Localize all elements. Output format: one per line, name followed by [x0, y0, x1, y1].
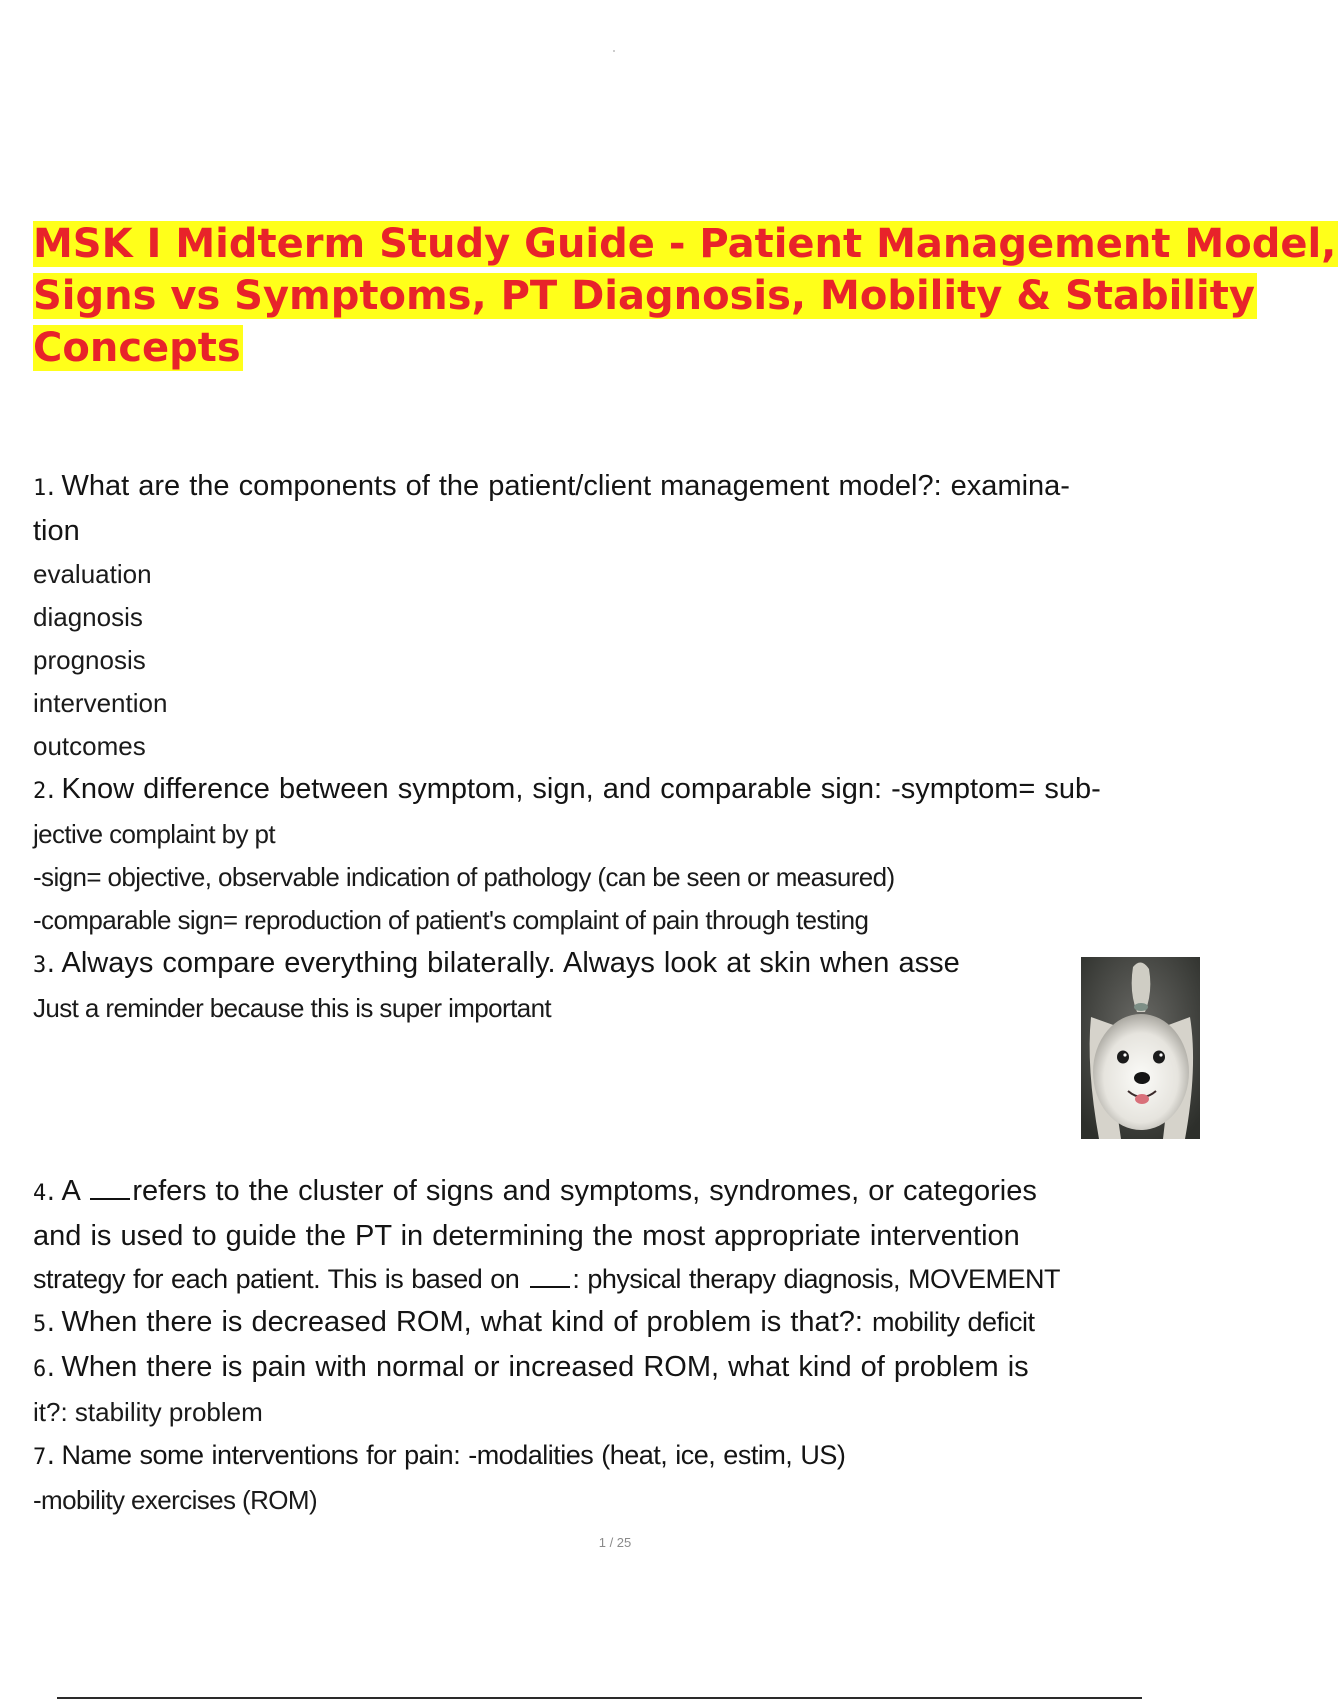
- page-mark: [613, 50, 615, 52]
- question-number: 7.: [33, 1445, 56, 1470]
- answer-line: outcomes: [33, 731, 146, 761]
- question-5: [33, 1301, 1195, 1346]
- question-text: When there is decreased ROM, what kind of problem is that?:: [61, 1306, 863, 1338]
- answer-line: prognosis: [33, 645, 146, 675]
- question-2: [33, 768, 1195, 813]
- question-4-line-3: [33, 1258, 1195, 1301]
- document-title: [33, 218, 1337, 374]
- dog-photo-icon: [1081, 957, 1200, 1139]
- title-line-2: Signs vs Symptoms, PT Diagnosis, Mobility & Stability: [33, 273, 1255, 319]
- question-number: 3.: [33, 953, 56, 978]
- answer-line: -sign= objective, observable indication of pathology (can be seen or measured): [33, 862, 895, 892]
- question-1-continued: tion: [33, 515, 80, 547]
- question-4: [33, 1170, 1195, 1215]
- spacer: [33, 1030, 1195, 1170]
- fill-in-blank: [530, 1286, 570, 1288]
- question-text-a: A: [61, 1175, 80, 1207]
- answer-line: evaluation: [33, 559, 152, 589]
- answer-line: it?: stability problem: [33, 1397, 263, 1427]
- question-number: 5.: [33, 1312, 56, 1337]
- answer-line: jective complaint by pt: [33, 819, 275, 849]
- title-line-3: Concepts: [33, 325, 241, 371]
- question-number: 4.: [33, 1181, 56, 1206]
- question-text: What are the components of the patient/client management model?: examina-: [61, 470, 1070, 502]
- answer-line: -comparable sign= reproduction of patient's complaint of pain through testing: [33, 905, 869, 935]
- answer-line: intervention: [33, 688, 168, 718]
- question-3: [33, 942, 1195, 987]
- question-1: [33, 465, 1195, 510]
- answer-text: mobility deficit: [872, 1307, 1035, 1337]
- question-text: When there is pain with normal or increased ROM, what kind of problem is: [61, 1351, 1029, 1383]
- question-text-b: refers to the cluster of signs and symptoms, syndromes, or categories: [132, 1175, 1037, 1207]
- question-text: Name some interventions for pain: -modalities (heat, ice, estim, US): [61, 1440, 846, 1470]
- question-text-c: strategy for each patient. This is based on: [33, 1264, 520, 1294]
- question-7: [33, 1434, 1195, 1479]
- bottom-divider: [57, 1697, 1142, 1699]
- question-6: [33, 1346, 1195, 1391]
- fill-in-blank: [90, 1198, 130, 1200]
- question-4-line-2: and is used to guide the PT in determining the most appropriate intervention: [33, 1220, 1020, 1252]
- answer-line: Just a reminder because this is super important: [33, 993, 552, 1023]
- answer-line: -mobility exercises (ROM): [33, 1485, 318, 1515]
- question-number: 1.: [33, 476, 56, 501]
- study-guide-content: [33, 465, 1195, 1522]
- title-line-1: MSK I Midterm Study Guide - Patient Management Model,: [33, 221, 1337, 267]
- answer-line: diagnosis: [33, 602, 143, 632]
- question-number: 6.: [33, 1357, 56, 1382]
- question-number: 2.: [33, 779, 56, 804]
- question-text: Always compare everything bilaterally. Always look at skin when asse: [61, 947, 960, 979]
- question-text: Know difference between symptom, sign, and comparable sign: -symptom= sub-: [61, 773, 1101, 805]
- answer-text: : physical therapy diagnosis, MOVEMENT: [572, 1264, 1061, 1294]
- dog-photo-svg: [1081, 957, 1200, 1139]
- page-number: 1 / 25: [598, 1535, 632, 1550]
